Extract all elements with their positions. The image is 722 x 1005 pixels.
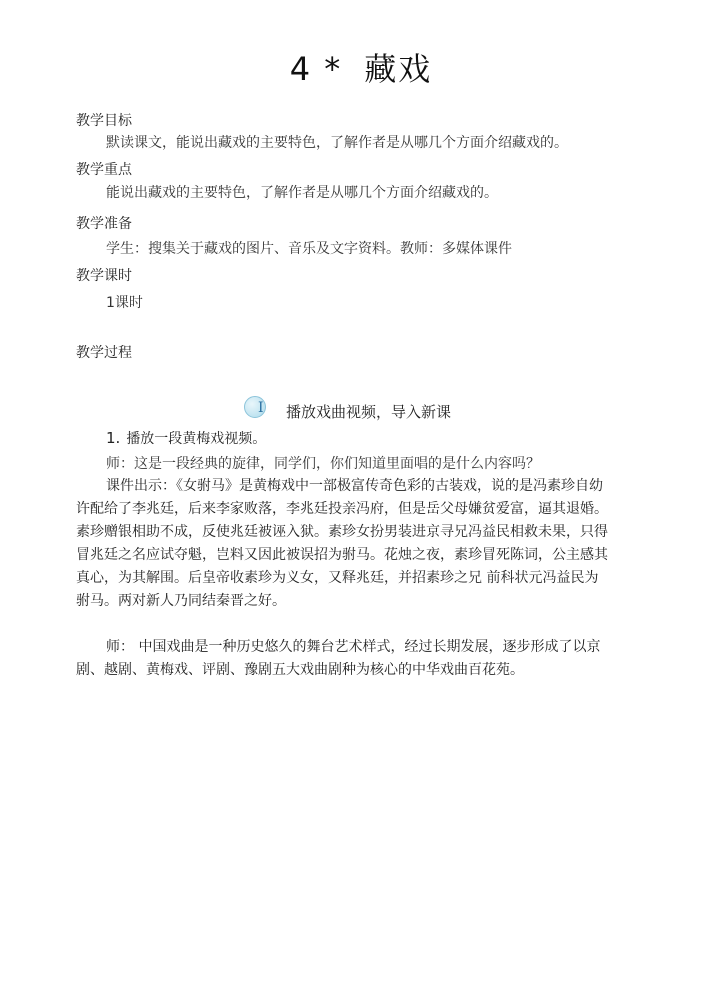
step-number: 1.	[106, 429, 121, 447]
stage-numeral: I	[258, 400, 264, 416]
paragraph-line: 师： 中国戏曲是一种历史悠久的舞台艺术样式，经过长期发展，逐步形成了以京	[106, 639, 601, 655]
lesson-number: 4 *	[289, 50, 343, 88]
lesson-title	[0, 44, 722, 90]
prep-content: 学生：搜集关于藏戏的图片、音乐及文字资料。教师：多媒体课件	[106, 241, 512, 257]
paragraph-line: 驸马。两对新人乃同结秦晋之好。	[76, 593, 286, 609]
hours-heading: 教学课时	[76, 268, 132, 284]
goals-heading: 教学目标	[76, 113, 132, 129]
paragraph-line: 许配给了李兆廷，后来李家败落，李兆廷投亲冯府，但是岳父母嫌贫爱富，逼其退婚。	[76, 501, 608, 517]
goals-content: 默读课文，能说出藏戏的主要特色，了解作者是从哪几个方面介绍藏戏的。	[106, 135, 568, 151]
lesson-name: 藏戏	[364, 50, 433, 88]
paragraph-line: 真心，为其解围。后皇帝收素珍为义女，又释兆廷，并招素珍之兄 前科状元冯益民为	[76, 570, 599, 586]
prep-heading: 教学准备	[76, 216, 132, 232]
focus-heading: 教学重点	[76, 162, 132, 178]
paragraph-line: 剧、越剧、黄梅戏、评剧、豫剧五大戏曲剧种为核心的中华戏曲百花苑。	[76, 662, 524, 678]
process-heading: 教学过程	[76, 345, 132, 361]
step-text: 播放一段黄梅戏视频。	[126, 431, 267, 447]
paragraph-line: 课件出示：《女驸马》是黄梅戏中一部极富传奇色彩的古装戏，说的是冯素珍自幼	[106, 478, 603, 494]
teacher-note-paragraph	[76, 636, 642, 682]
focus-content: 能说出藏戏的主要特色，了解作者是从哪几个方面介绍藏戏的。	[106, 185, 498, 201]
teacher-question: 师：这是一段经典的旋律，同学们，你们知道里面唱的是什么内容吗？	[106, 456, 540, 472]
hours-content: 1课时	[106, 295, 143, 311]
step-one	[106, 428, 266, 448]
courseware-paragraph	[76, 475, 642, 613]
paragraph-line: 素珍赠银相助不成，反使兆廷被诬入狱。素珍女扮男装进京寻兄冯益民相救未果，只得	[76, 524, 608, 540]
paragraph-line: 冒兆廷之名应试夺魁，岂料又因此被误招为驸马。花烛之夜，素珍冒死陈词，公主感其	[76, 547, 608, 563]
stage-title: 播放戏曲视频，导入新课	[286, 403, 452, 421]
